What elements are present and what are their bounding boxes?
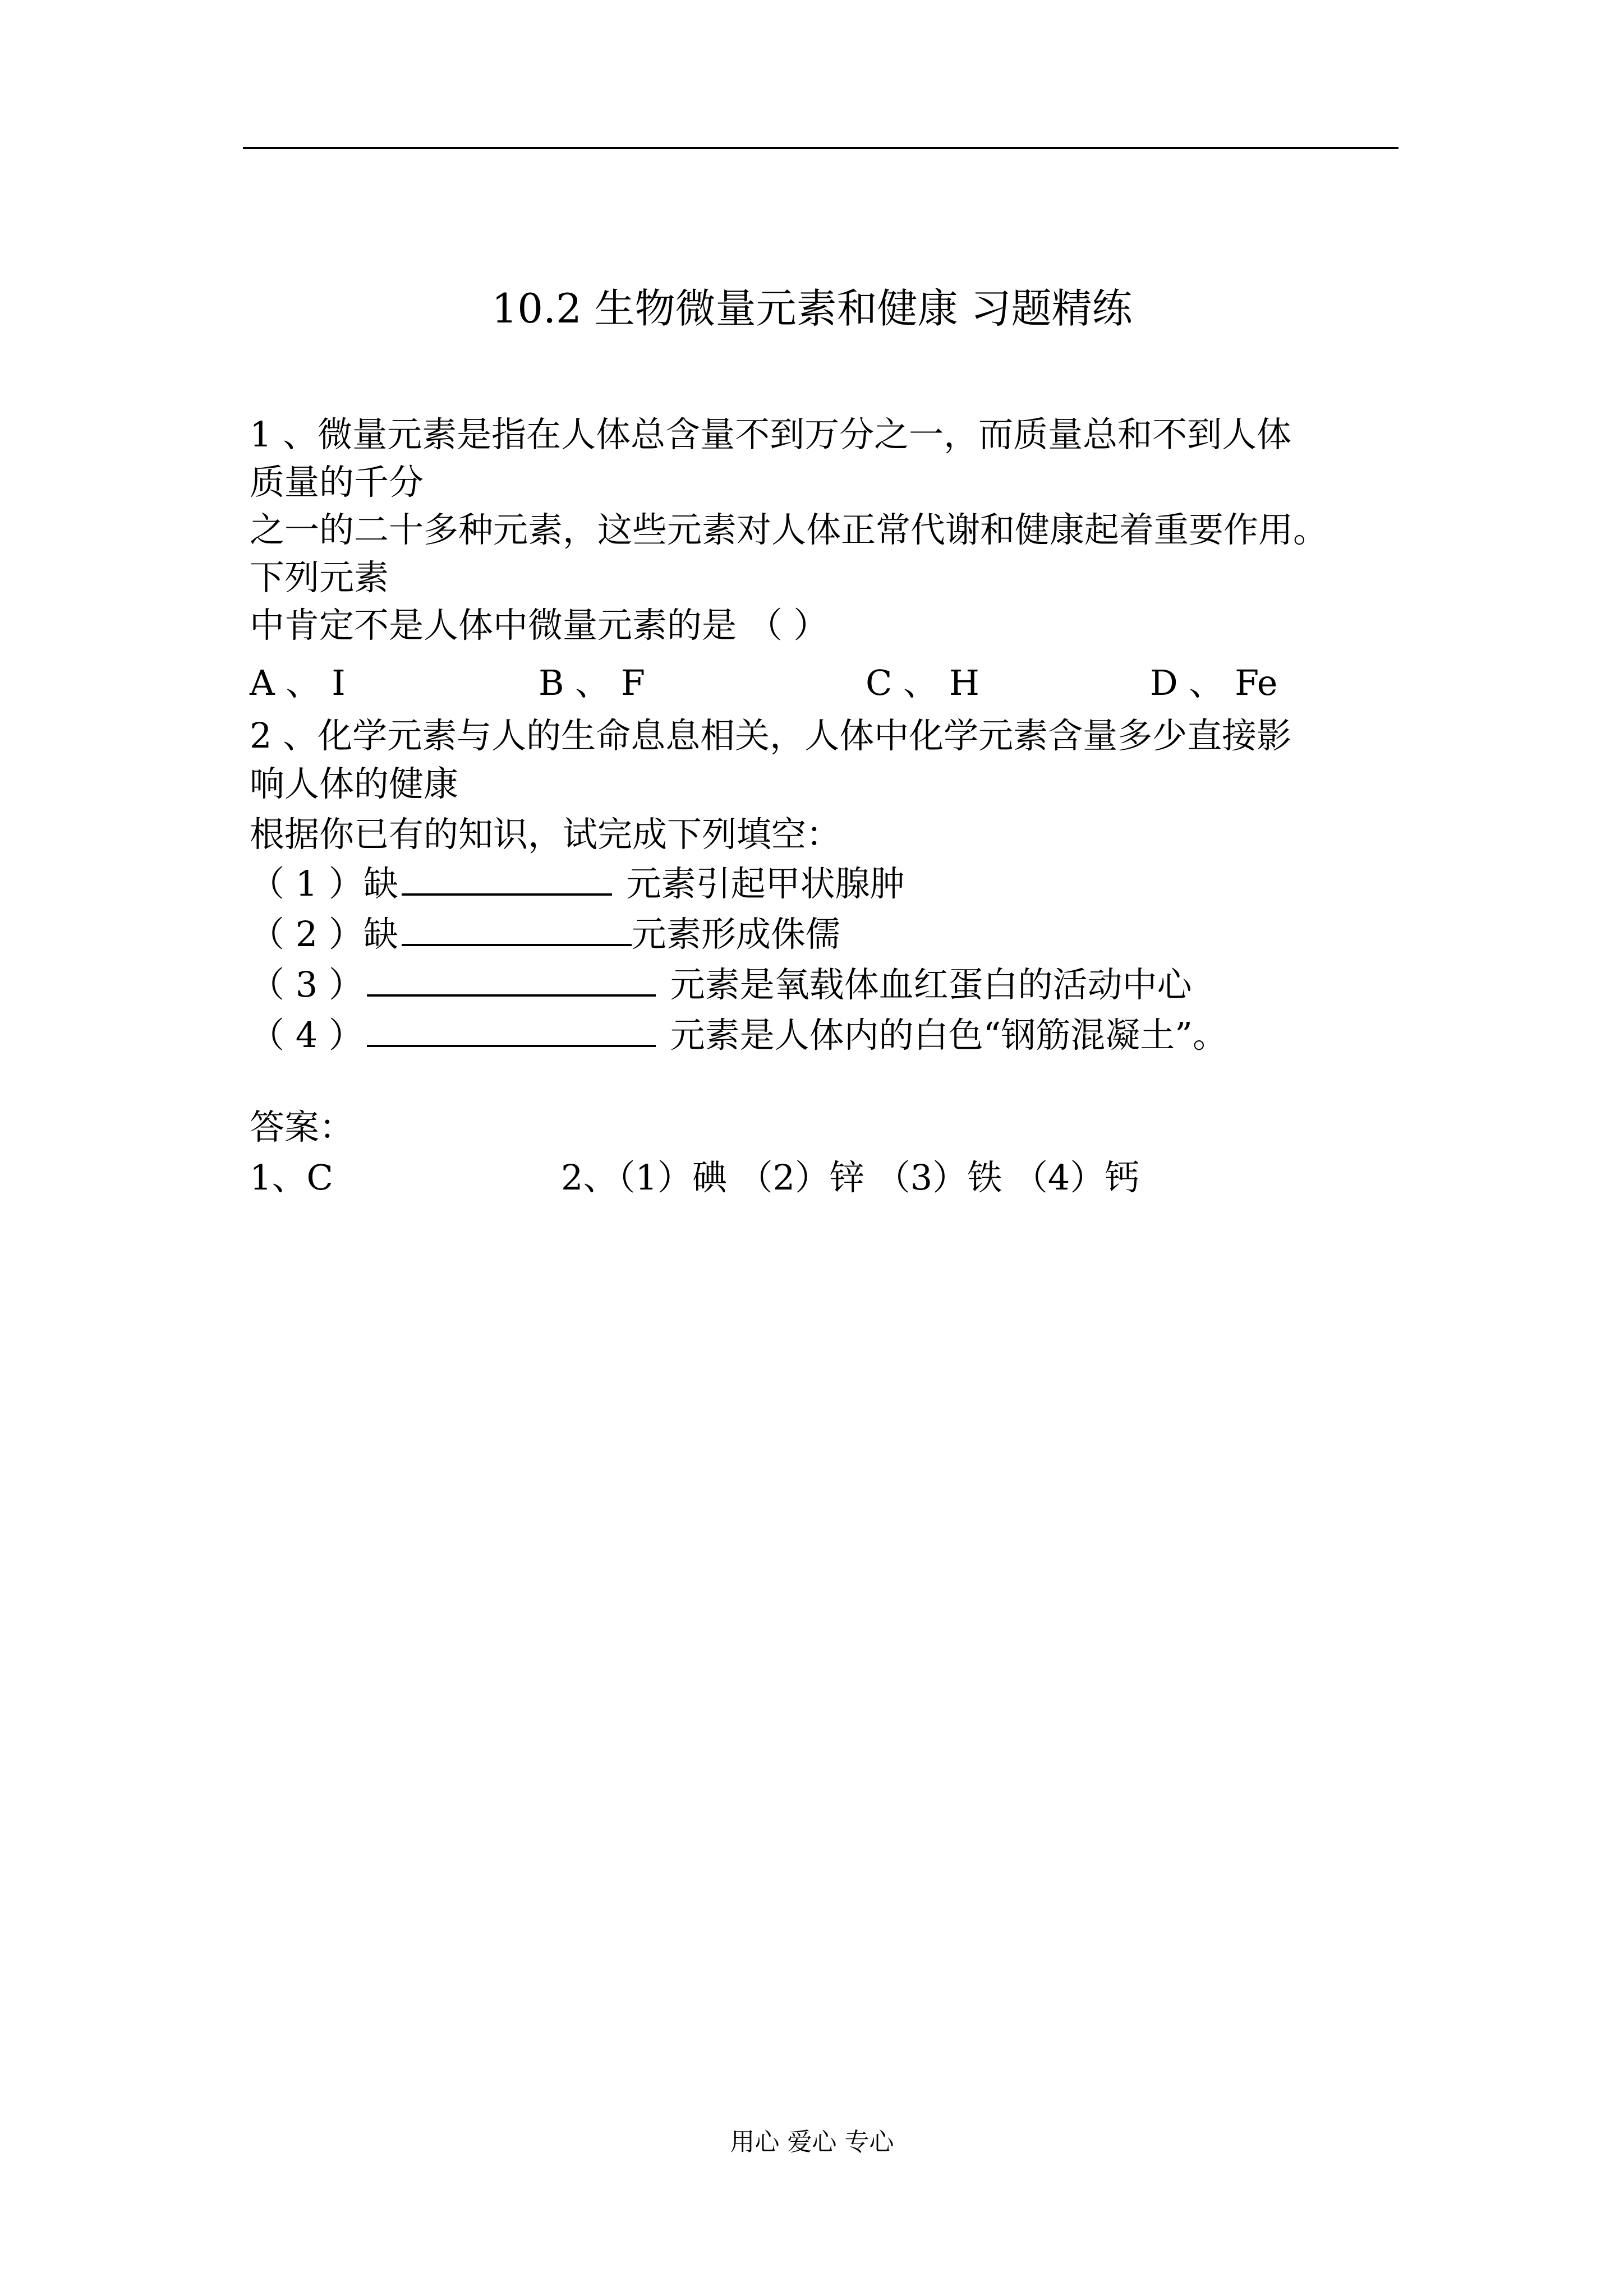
q2-item-4-blank[interactable]	[367, 1011, 656, 1047]
q2-item-1-blank[interactable]	[402, 860, 612, 896]
q2-item-3-prefix: （ 3 ）	[250, 964, 364, 1005]
q1-line-5: 中肯定不是人体中微量元素的是 （ ）	[250, 605, 829, 646]
q1-line-4: 下列元素	[250, 557, 389, 598]
header-rule	[243, 147, 1398, 149]
q1-line-1: 1 、微量元素是指在人体总含量不到万分之一，而质量总和不到人体	[250, 414, 1292, 455]
q2-line-3: 根据你已有的知识，试完成下列填空：	[250, 814, 841, 855]
q2-item-2-suffix: 元素形成侏儒	[631, 914, 840, 955]
q2-line-1: 2 、化学元素与人的生命息息相关，人体中化学元素含量多少直接影	[250, 715, 1292, 756]
page-footer: 用心 爱心 专心	[730, 2128, 894, 2156]
q1-line-2: 质量的千分	[250, 462, 424, 502]
q2-item-4	[250, 1011, 1227, 1059]
answer-1: 1、C	[250, 1157, 333, 1198]
q1-option-a: A 、 I	[250, 662, 346, 703]
q2-item-1	[250, 860, 905, 907]
q2-item-3-blank[interactable]	[367, 961, 656, 997]
page-title: 10.2 生物微量元素和健康 习题精练	[491, 285, 1133, 332]
q2-item-4-suffix: 元素是人体内的白色“钢筋混凝土”。	[659, 1015, 1227, 1055]
q2-line-2: 响人体的健康	[250, 763, 459, 804]
q2-item-3-suffix: 元素是氧载体血红蛋白的活动中心	[659, 964, 1192, 1005]
q1-option-c: C 、 H	[866, 662, 979, 703]
q2-item-1-suffix: 元素引起甲状腺肿	[615, 863, 905, 904]
answer-2: 2、（1）碘 （2）锌 （3）铁 （4）钙	[561, 1157, 1140, 1198]
q1-option-d: D 、 Fe	[1150, 662, 1278, 703]
q2-item-1-prefix: （ 1 ）缺	[250, 863, 398, 904]
q2-item-4-prefix: （ 4 ）	[250, 1015, 364, 1055]
answers-heading: 答案：	[250, 1106, 355, 1147]
q1-option-b: B 、 F	[539, 662, 645, 703]
q2-item-2-prefix: （ 2 ）缺	[250, 914, 398, 955]
q2-item-2	[250, 910, 840, 958]
q2-item-3	[250, 961, 1192, 1008]
q1-line-3: 之一的二十多种元素，这些元素对人体正常代谢和健康起着重要作用。	[250, 509, 1328, 550]
q2-item-2-blank[interactable]	[402, 910, 632, 946]
